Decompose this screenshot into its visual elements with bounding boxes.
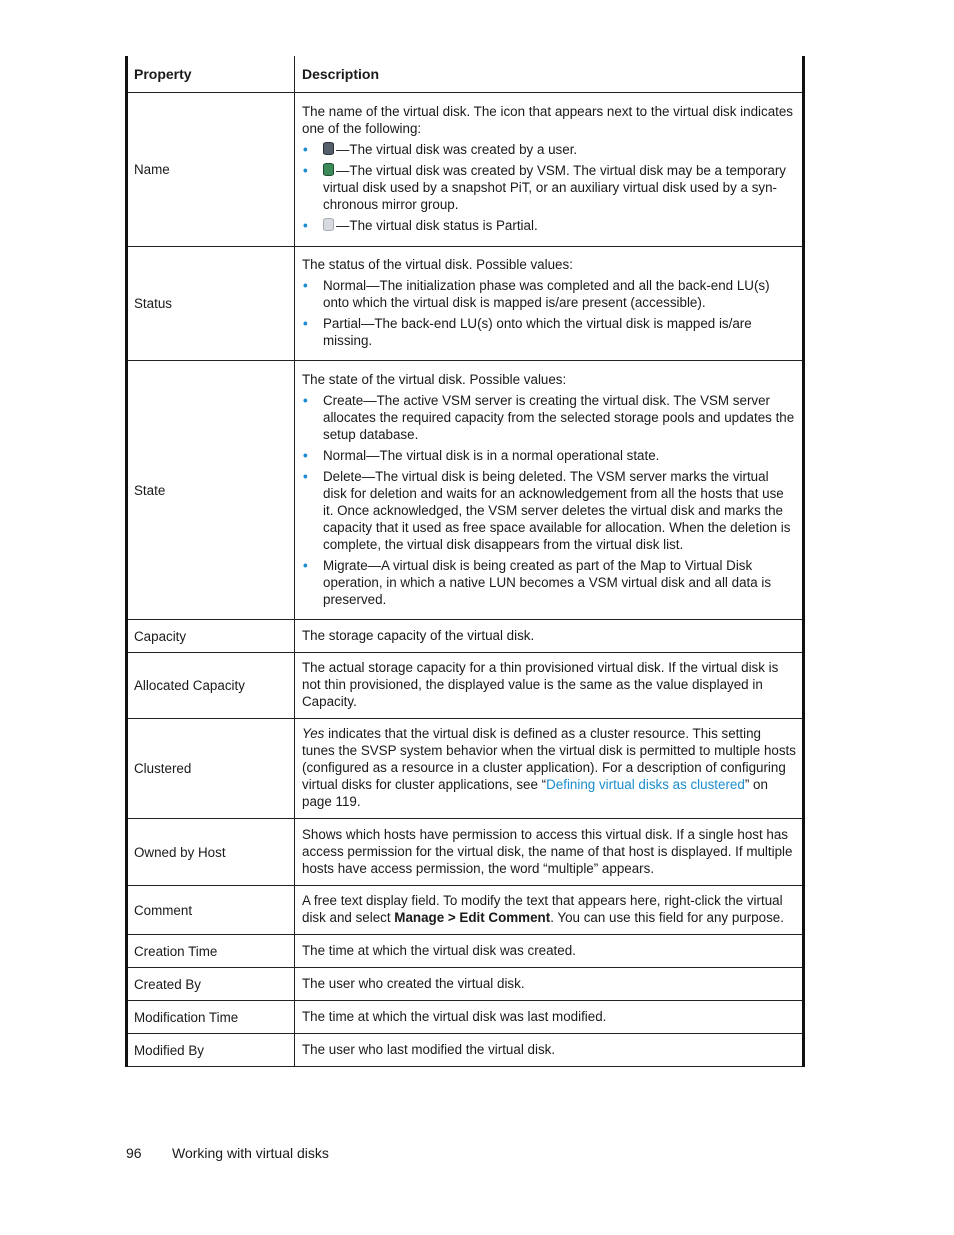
description-cell: The user who last modified the virtual disk.: [295, 1034, 804, 1067]
description-cell: The actual storage capacity for a thin provisioned virtual disk. If the virtual disk is not thin provisioned, the displayed value is the same as the value displayed in Capacity.: [295, 653, 804, 719]
bullet-icon: •: [303, 447, 308, 463]
description-cell: The user who created the virtual disk.: [295, 968, 804, 1001]
list-item: [302, 217, 796, 234]
property-cell: Modified By: [127, 1034, 295, 1067]
list-item: [302, 447, 796, 464]
description-intro: The name of the virtual disk. The icon that appears next to the virtual disk indicates one of the following:: [302, 104, 794, 136]
table-row-state: [127, 361, 804, 620]
table-row-modification-time: [127, 1001, 804, 1034]
menu-path: Manage > Edit Comment: [394, 910, 551, 925]
clustered-text: indicates that the virtual disk is defined as a cluster resource. This setting tunes the SVSP system behavior when the virtual disk is permitted to multiple hosts (configured as a resource in a cluster application). For a description of configuring virtual disks for cluster applications, see “: [302, 726, 796, 792]
bullet-list: [302, 392, 796, 608]
description-cell: [295, 247, 804, 361]
defining-virtual-disks-link[interactable]: Defining virtual disks as clustered: [546, 777, 745, 792]
list-item: [302, 468, 796, 553]
property-cell: Allocated Capacity: [127, 653, 295, 719]
description-cell: [295, 719, 804, 819]
bullet-icon: •: [303, 468, 308, 484]
property-cell: Owned by Host: [127, 819, 295, 886]
list-item: [302, 392, 796, 443]
description-cell: [295, 361, 804, 620]
bullet-icon: •: [303, 392, 308, 408]
page-footer: [126, 1145, 329, 1161]
property-cell: State: [127, 361, 295, 620]
property-cell: Modification Time: [127, 1001, 295, 1034]
list-item: [302, 557, 796, 608]
list-item-text: Delete—The virtual disk is being deleted. The VSM server marks the virtual disk for deletion and waits for an acknowledgement from all the hosts that use it. Once acknowledged, the VSM server deletes the virtual disk and marks the capacity that it used as free space available for allocation. When the deletion is complete, the virtual disk disappears from the virtual disk list.: [323, 468, 791, 552]
bullet-icon: •: [303, 557, 308, 573]
property-cell: Name: [127, 93, 295, 247]
header-description: Description: [295, 56, 804, 93]
description-cell: The time at which the virtual disk was last modified.: [295, 1001, 804, 1034]
table-row-creation-time: [127, 935, 804, 968]
description-intro: The state of the virtual disk. Possible values:: [302, 371, 567, 387]
comment-before: A free text display field. To modify the text that appears here, right-click the virtual disk and select: [302, 893, 783, 925]
description-cell: [295, 886, 804, 935]
disk-vsm-icon: [323, 163, 334, 176]
property-cell: Status: [127, 247, 295, 361]
comment-after: . You can use this field for any purpose.: [550, 910, 784, 925]
table-row-created-by: [127, 968, 804, 1001]
header-property: Property: [127, 56, 295, 93]
disk-user-icon: [323, 142, 334, 155]
list-item-text: Create—The active VSM server is creating the virtual disk. The VSM server allocates the required capacity from the selected storage pools and updates the setup database.: [323, 392, 795, 442]
table-header-row: [127, 56, 804, 93]
list-item: [302, 162, 796, 213]
property-cell: Creation Time: [127, 935, 295, 968]
description-cell: The time at which the virtual disk was created.: [295, 935, 804, 968]
properties-table: [125, 56, 805, 1067]
list-item-text: Partial—The back-end LU(s) onto which the virtual disk is mapped is/are missing.: [323, 316, 752, 348]
description-cell: [295, 93, 804, 247]
bullet-list: [302, 277, 796, 349]
list-item: [302, 277, 796, 311]
table-row-modified-by: [127, 1034, 804, 1067]
list-item: [302, 141, 796, 158]
list-item: [302, 315, 796, 349]
description-cell: The storage capacity of the virtual disk.: [295, 620, 804, 653]
list-item-text: —The virtual disk was created by a user.: [336, 142, 578, 157]
bullet-list: [302, 141, 796, 234]
property-cell: Comment: [127, 886, 295, 935]
table-row-owned-by-host: [127, 819, 804, 886]
section-title: Working with virtual disks: [172, 1145, 329, 1161]
property-cell: Created By: [127, 968, 295, 1001]
property-cell: Capacity: [127, 620, 295, 653]
yes-italic: Yes: [302, 726, 325, 741]
table-row-capacity: [127, 620, 804, 653]
bullet-icon: •: [303, 163, 308, 178]
properties-table-container: [125, 56, 802, 1067]
bullet-icon: •: [303, 142, 308, 157]
property-cell: Clustered: [127, 719, 295, 819]
description-intro: The status of the virtual disk. Possible values:: [302, 257, 573, 272]
page-number: 96: [126, 1145, 142, 1161]
table-row-clustered: [127, 719, 804, 819]
list-item-text: Normal—The virtual disk is in a normal operational state.: [323, 447, 660, 463]
table-row-comment: [127, 886, 804, 935]
table-row-allocated-capacity: [127, 653, 804, 719]
table-row-name: [127, 93, 804, 247]
list-item-text: —The virtual disk status is Partial.: [336, 218, 538, 233]
description-cell: Shows which hosts have permission to access this virtual disk. If a single host has access permission for the virtual disk, the name of that host is displayed. If multiple hosts have access permission, the word “multiple” appears.: [295, 819, 804, 886]
bullet-icon: •: [303, 218, 308, 233]
list-item-text: Normal—The initialization phase was completed and all the back-end LU(s) onto which the virtual disk is mapped is/are present (accessible).: [323, 278, 770, 310]
bullet-icon: •: [303, 278, 308, 293]
list-item-text: Migrate—A virtual disk is being created as part of the Map to Virtual Disk operation, in which a native LUN becomes a VSM virtual disk and all data is preserved.: [323, 557, 772, 607]
list-item-text: —The virtual disk was created by VSM. The virtual disk may be a temporary virtual disk used by a snapshot PiT, or an auxiliary virtual disk used by a syn-chronous mirror group.: [323, 163, 786, 212]
bullet-icon: •: [303, 316, 308, 331]
table-row-status: [127, 247, 804, 361]
disk-partial-icon: [323, 218, 334, 231]
clustered-after: ” on page 119.: [302, 777, 768, 809]
